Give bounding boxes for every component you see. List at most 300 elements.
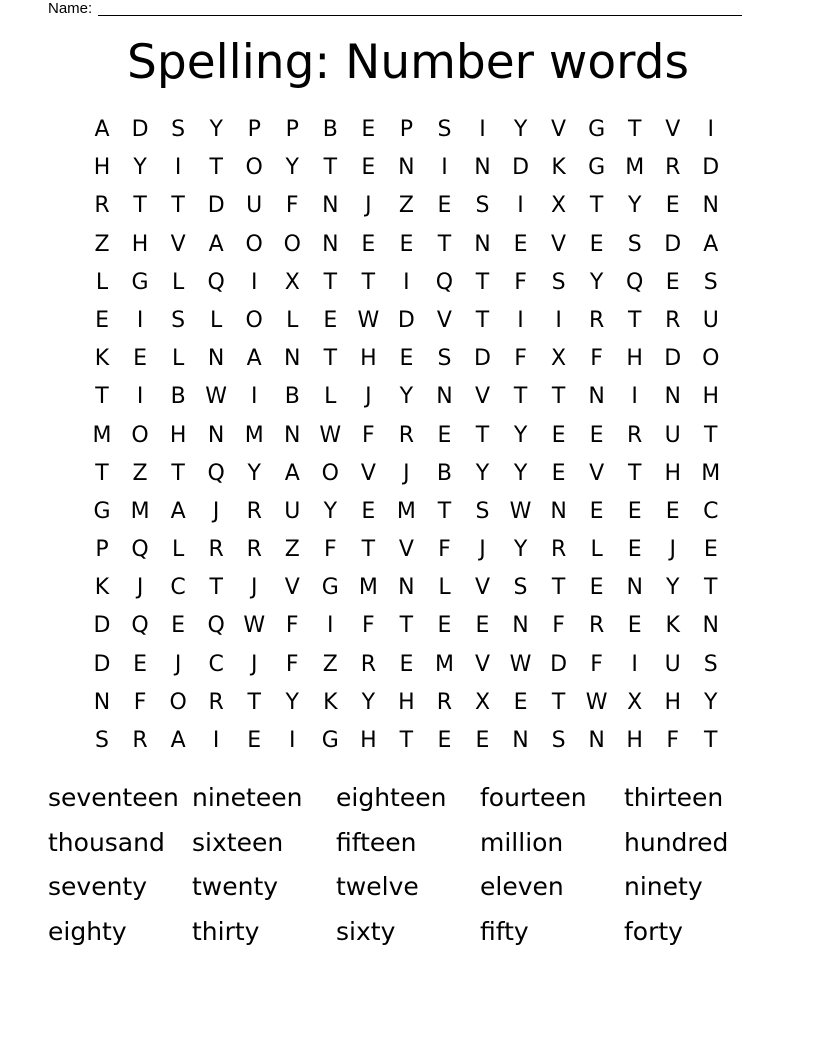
grid-letter: A xyxy=(170,728,186,753)
grid-letter: L xyxy=(95,269,109,295)
grid-letter: E xyxy=(551,422,566,448)
grid-letter: C xyxy=(208,651,224,677)
grid-letter: I xyxy=(174,155,182,181)
grid-letter: Z xyxy=(94,231,110,257)
grid-row xyxy=(83,111,730,149)
grid-letter: C xyxy=(703,498,719,524)
grid-letter: D xyxy=(131,117,149,142)
grid-letter: Y xyxy=(513,537,528,563)
grid-letter: N xyxy=(474,155,491,181)
grid-letter: E xyxy=(665,193,680,219)
grid-letter: Z xyxy=(132,460,148,486)
grid-letter: I xyxy=(212,728,220,753)
grid-letter: U xyxy=(664,422,681,448)
grid-letter: N xyxy=(436,384,453,410)
grid-row xyxy=(83,340,730,378)
grid-letter: E xyxy=(665,269,680,295)
grid-letter: N xyxy=(588,384,605,410)
grid-letter: S xyxy=(475,193,490,219)
grid-letter: R xyxy=(246,537,262,563)
grid-letter: W xyxy=(585,689,608,715)
grid-letter: H xyxy=(360,728,377,753)
grid-letter: R xyxy=(550,537,567,563)
grid-letter: K xyxy=(551,155,566,181)
grid-letter: N xyxy=(284,346,301,372)
grid-letter: M xyxy=(244,422,264,448)
grid-letter: W xyxy=(243,613,266,639)
grid-letter: E xyxy=(361,155,376,181)
word-bank-item: hundred xyxy=(624,827,729,857)
grid-letter: N xyxy=(702,613,719,639)
grid-letter: I xyxy=(707,117,715,142)
grid-letter: S xyxy=(437,346,452,372)
grid-letter: E xyxy=(361,231,376,257)
grid-letter: T xyxy=(551,689,566,715)
grid-letter: L xyxy=(171,537,185,563)
grid-letter: B xyxy=(170,384,186,410)
grid-letter: W xyxy=(205,384,228,410)
grid-row xyxy=(83,569,730,607)
grid-letter: Y xyxy=(399,384,414,410)
grid-letter: W xyxy=(319,422,342,448)
grid-letter: Q xyxy=(131,613,149,639)
grid-letter: O xyxy=(169,689,187,715)
grid-letter: P xyxy=(285,117,299,142)
grid-letter: T xyxy=(361,537,376,563)
grid-letter: N xyxy=(474,231,491,257)
grid-letter: I xyxy=(136,307,144,333)
grid-letter: T xyxy=(399,728,414,753)
grid-letter: T xyxy=(437,498,452,524)
word-bank-item: eleven xyxy=(480,872,564,902)
word-bank-item: million xyxy=(480,827,564,857)
grid-letter: K xyxy=(94,346,110,372)
grid-letter: Y xyxy=(589,269,604,295)
grid-letter: H xyxy=(169,422,187,448)
grid-letter: X xyxy=(627,689,643,715)
grid-letter: O xyxy=(245,307,263,333)
grid-row xyxy=(83,302,730,340)
grid-letter: F xyxy=(323,537,337,563)
grid-letter: E xyxy=(475,728,490,753)
word-bank-item: forty xyxy=(624,917,683,947)
grid-letter: T xyxy=(475,422,490,448)
grid-letter: Z xyxy=(398,193,414,219)
grid-letter: N xyxy=(284,422,301,448)
grid-letter: L xyxy=(210,307,223,333)
grid-letter: E xyxy=(475,613,490,639)
grid-letter: H xyxy=(398,689,415,715)
grid-letter: I xyxy=(517,307,524,333)
grid-letter: U xyxy=(284,498,301,524)
grid-letter: E xyxy=(437,613,452,639)
grid-letter: Z xyxy=(322,651,338,677)
grid-letter: K xyxy=(94,575,110,601)
grid-letter: T xyxy=(704,422,718,448)
grid-letter: I xyxy=(631,651,638,677)
grid-letter: S xyxy=(703,269,718,295)
grid-letter: T xyxy=(209,575,223,601)
name-line xyxy=(98,0,742,16)
grid-letter: S xyxy=(551,728,566,753)
grid-letter: T xyxy=(704,728,718,753)
grid-letter: X xyxy=(284,269,300,295)
grid-letter: O xyxy=(245,231,263,257)
grid-letter: G xyxy=(321,728,339,753)
name-field xyxy=(48,0,742,18)
grid-letter: J xyxy=(250,575,258,601)
grid-letter: V xyxy=(398,537,414,563)
grid-letter: M xyxy=(396,498,416,524)
grid-letter: G xyxy=(131,269,149,295)
grid-row xyxy=(83,493,730,531)
grid-letter: R xyxy=(398,422,415,448)
grid-letter: J xyxy=(365,384,372,410)
grid-letter: N xyxy=(398,155,415,181)
grid-letter: R xyxy=(94,193,110,219)
word-bank-item: ninety xyxy=(624,872,703,902)
grid-letter: I xyxy=(631,384,638,410)
grid-letter: T xyxy=(551,575,566,601)
grid-letter: I xyxy=(517,193,524,219)
grid-letter: O xyxy=(245,155,263,181)
grid-letter: F xyxy=(285,193,299,219)
grid-row xyxy=(83,531,730,569)
grid-row xyxy=(83,187,730,225)
grid-letter: T xyxy=(361,269,376,295)
grid-letter: N xyxy=(550,498,567,524)
grid-letter: J xyxy=(212,498,220,524)
grid-letter: V xyxy=(474,384,491,410)
grid-letter: B xyxy=(284,384,300,410)
grid-letter: N xyxy=(588,728,605,753)
grid-letter: T xyxy=(627,460,642,486)
grid-letter: P xyxy=(399,117,414,142)
grid-letter: L xyxy=(171,346,185,372)
grid-letter: C xyxy=(170,575,186,601)
grid-letter: T xyxy=(475,269,490,295)
grid-letter: A xyxy=(94,117,110,142)
grid-letter: F xyxy=(438,537,451,563)
grid-letter: Y xyxy=(209,117,223,142)
grid-letter: I xyxy=(403,269,410,295)
grid-letter: F xyxy=(590,651,603,677)
grid-letter: F xyxy=(514,346,527,372)
grid-letter: G xyxy=(321,575,339,601)
grid-letter: E xyxy=(361,498,376,524)
grid-letter: F xyxy=(362,422,375,448)
grid-letter: Y xyxy=(704,689,718,715)
grid-letter: V xyxy=(170,231,186,257)
grid-letter: H xyxy=(702,384,720,410)
word-bank-item: seventy xyxy=(48,872,148,902)
page-title: Spelling: Number words xyxy=(127,35,689,90)
grid-letter: J xyxy=(479,537,486,563)
grid-letter: I xyxy=(250,384,258,410)
grid-letter: M xyxy=(434,651,454,677)
grid-letter: Z xyxy=(284,537,300,563)
grid-letter: Q xyxy=(435,269,454,295)
grid-letter: J xyxy=(136,575,144,601)
grid-letter: Q xyxy=(207,460,225,486)
grid-letter: A xyxy=(246,346,262,372)
grid-letter: E xyxy=(551,460,566,486)
grid-letter: E xyxy=(589,231,604,257)
grid-letter: Y xyxy=(513,117,528,142)
grid-letter: R xyxy=(665,155,681,181)
grid-letter: M xyxy=(358,575,378,601)
grid-letter: N xyxy=(322,193,339,219)
grid-letter: A xyxy=(284,460,300,486)
grid-letter: J xyxy=(403,460,410,486)
grid-letter: I xyxy=(441,155,448,181)
grid-letter: S xyxy=(627,231,642,257)
grid-letter: T xyxy=(513,384,528,410)
grid-letter: E xyxy=(399,651,414,677)
grid-letter: M xyxy=(625,155,645,181)
grid-letter: T xyxy=(399,613,414,639)
grid-row xyxy=(83,684,730,722)
grid-letter: L xyxy=(590,537,603,563)
grid-letter: W xyxy=(509,651,532,677)
grid-letter: V xyxy=(474,575,491,601)
word-bank xyxy=(48,778,768,957)
grid-letter: V xyxy=(589,460,605,486)
grid-letter: I xyxy=(289,728,296,753)
grid-letter: H xyxy=(664,460,681,486)
grid-letter: T xyxy=(171,193,185,219)
grid-letter: Y xyxy=(247,460,261,486)
grid-letter: E xyxy=(627,613,642,639)
grid-letter: Y xyxy=(285,155,299,181)
grid-letter: N xyxy=(512,613,529,639)
grid-letter: T xyxy=(475,307,490,333)
grid-row xyxy=(83,646,730,684)
grid-letter: T xyxy=(323,155,338,181)
grid-letter: T xyxy=(209,155,223,181)
grid-letter: S xyxy=(95,728,109,753)
grid-row xyxy=(83,149,730,187)
word-bank-item: twelve xyxy=(336,872,419,902)
grid-letter: T xyxy=(323,269,338,295)
grid-letter: S xyxy=(475,498,490,524)
grid-letter: R xyxy=(132,728,148,753)
grid-letter: I xyxy=(136,384,144,410)
grid-letter: Q xyxy=(626,269,644,295)
grid-row xyxy=(83,417,730,455)
word-bank-item: sixty xyxy=(336,917,396,947)
grid-letter: V xyxy=(436,307,452,333)
grid-letter: F xyxy=(590,346,603,372)
grid-letter: R xyxy=(436,689,453,715)
grid-letter: D xyxy=(474,346,491,372)
grid-letter: E xyxy=(437,193,452,219)
grid-letter: N xyxy=(664,384,681,410)
grid-letter: R xyxy=(208,537,224,563)
grid-letter: S xyxy=(171,117,186,142)
grid-letter: H xyxy=(360,346,377,372)
grid-letter: F xyxy=(514,269,527,295)
grid-letter: O xyxy=(321,460,339,486)
word-bank-item: nineteen xyxy=(192,783,303,812)
grid-letter: H xyxy=(626,346,643,372)
grid-letter: W xyxy=(357,307,380,333)
grid-letter: R xyxy=(360,651,376,677)
grid-letter: R xyxy=(588,613,605,639)
grid-letter: E xyxy=(589,422,604,448)
grid-letter: Y xyxy=(285,689,299,715)
grid-letter: T xyxy=(589,193,604,219)
grid-letter: O xyxy=(283,231,301,257)
grid-letter: T xyxy=(95,384,109,410)
grid-letter: F xyxy=(285,651,299,677)
grid-letter: Y xyxy=(513,422,528,448)
grid-letter: E xyxy=(589,575,604,601)
grid-letter: F xyxy=(552,613,565,639)
grid-letter: E xyxy=(323,307,338,333)
grid-letter: E xyxy=(513,689,528,715)
grid-letter: N xyxy=(702,193,719,219)
grid-row xyxy=(83,455,730,493)
word-bank-item: fourteen xyxy=(480,783,587,812)
grid-letter: U xyxy=(702,307,719,333)
grid-letter: Y xyxy=(323,498,338,524)
grid-letter: T xyxy=(247,689,261,715)
grid-letter: Q xyxy=(207,613,225,639)
word-bank-item: eighteen xyxy=(336,783,447,812)
grid-letter: A xyxy=(208,231,224,257)
grid-letter: N xyxy=(512,728,529,753)
grid-letter: A xyxy=(703,231,719,257)
grid-row xyxy=(83,722,730,760)
grid-letter: Y xyxy=(133,155,147,181)
word-bank-item: thirteen xyxy=(624,783,724,812)
grid-letter: J xyxy=(250,651,258,677)
grid-letter: E xyxy=(171,613,186,639)
grid-letter: H xyxy=(626,728,643,753)
grid-row xyxy=(83,264,730,302)
grid-letter: N xyxy=(322,231,339,257)
grid-letter: E xyxy=(437,422,452,448)
word-bank-item: eighty xyxy=(48,917,127,947)
grid-letter: D xyxy=(397,307,415,333)
grid-letter: E xyxy=(133,346,148,372)
grid-letter: R xyxy=(208,689,224,715)
grid-letter: F xyxy=(666,728,680,753)
grid-letter: H xyxy=(664,689,681,715)
grid-letter: S xyxy=(513,575,528,601)
grid-letter: F xyxy=(285,613,299,639)
grid-letter: R xyxy=(588,307,605,333)
grid-letter: T xyxy=(171,460,185,486)
grid-letter: G xyxy=(588,117,606,142)
grid-letter: P xyxy=(247,117,261,142)
grid-letter: S xyxy=(703,651,718,677)
grid-letter: N xyxy=(626,575,643,601)
grid-letter: T xyxy=(627,117,642,142)
grid-letter: N xyxy=(398,575,415,601)
grid-letter: Q xyxy=(131,537,149,563)
grid-letter: F xyxy=(133,689,147,715)
word-bank-item: thirty xyxy=(192,917,260,947)
grid-letter: D xyxy=(664,346,682,372)
grid-letter: Y xyxy=(666,575,680,601)
grid-letter: H xyxy=(131,231,149,257)
letter-grid xyxy=(83,111,730,760)
grid-letter: V xyxy=(551,231,567,257)
grid-letter: T xyxy=(437,231,452,257)
grid-letter: D xyxy=(702,155,720,181)
word-bank-item: fifteen xyxy=(336,827,417,857)
grid-letter: X xyxy=(551,346,567,372)
grid-letter: W xyxy=(509,498,532,524)
grid-letter: R xyxy=(665,307,681,333)
grid-letter: D xyxy=(512,155,530,181)
grid-letter: I xyxy=(250,269,258,295)
grid-letter: V xyxy=(360,460,376,486)
grid-letter: E xyxy=(513,231,528,257)
grid-row xyxy=(83,226,730,264)
grid-letter: S xyxy=(171,307,186,333)
grid-letter: N xyxy=(207,422,225,448)
grid-letter: E xyxy=(703,537,718,563)
grid-letter: E xyxy=(665,498,680,524)
grid-letter: E xyxy=(589,498,604,524)
grid-letter: M xyxy=(130,498,150,524)
grid-letter: G xyxy=(93,498,111,524)
grid-letter: S xyxy=(551,269,566,295)
grid-letter: K xyxy=(665,613,680,639)
grid-letter: D xyxy=(93,613,111,639)
grid-letter: J xyxy=(174,651,182,677)
name-label: Name: xyxy=(48,0,93,17)
word-bank-item: sixteen xyxy=(192,827,284,857)
grid-letter: O xyxy=(702,346,720,372)
grid-letter: Y xyxy=(627,193,642,219)
grid-letter: T xyxy=(627,307,642,333)
grid-letter: T xyxy=(704,575,718,601)
grid-letter: F xyxy=(362,613,375,639)
grid-letter: D xyxy=(93,651,111,677)
grid-letter: J xyxy=(365,193,372,219)
grid-letter: V xyxy=(474,651,491,677)
grid-letter: X xyxy=(474,689,491,715)
grid-letter: T xyxy=(323,346,338,372)
grid-letter: S xyxy=(437,117,452,142)
word-bank-item: seventeen xyxy=(48,783,179,812)
grid-letter: I xyxy=(479,117,486,142)
grid-letter: A xyxy=(170,498,186,524)
grid-letter: R xyxy=(246,498,262,524)
grid-letter: H xyxy=(93,155,111,181)
word-bank-item: thousand xyxy=(48,827,165,857)
grid-letter: V xyxy=(665,117,681,142)
grid-letter: R xyxy=(627,422,643,448)
grid-letter: E xyxy=(437,728,452,753)
grid-row xyxy=(83,378,730,416)
grid-letter: I xyxy=(555,307,562,333)
grid-letter: V xyxy=(551,117,567,142)
grid-letter: D xyxy=(550,651,568,677)
grid-letter: Y xyxy=(513,460,528,486)
grid-letter: N xyxy=(207,346,225,372)
grid-letter: T xyxy=(133,193,147,219)
grid-letter: Y xyxy=(475,460,490,486)
grid-letter: B xyxy=(436,460,452,486)
word-bank-item: fifty xyxy=(480,917,529,947)
grid-letter: E xyxy=(133,651,148,677)
grid-letter: E xyxy=(247,728,262,753)
